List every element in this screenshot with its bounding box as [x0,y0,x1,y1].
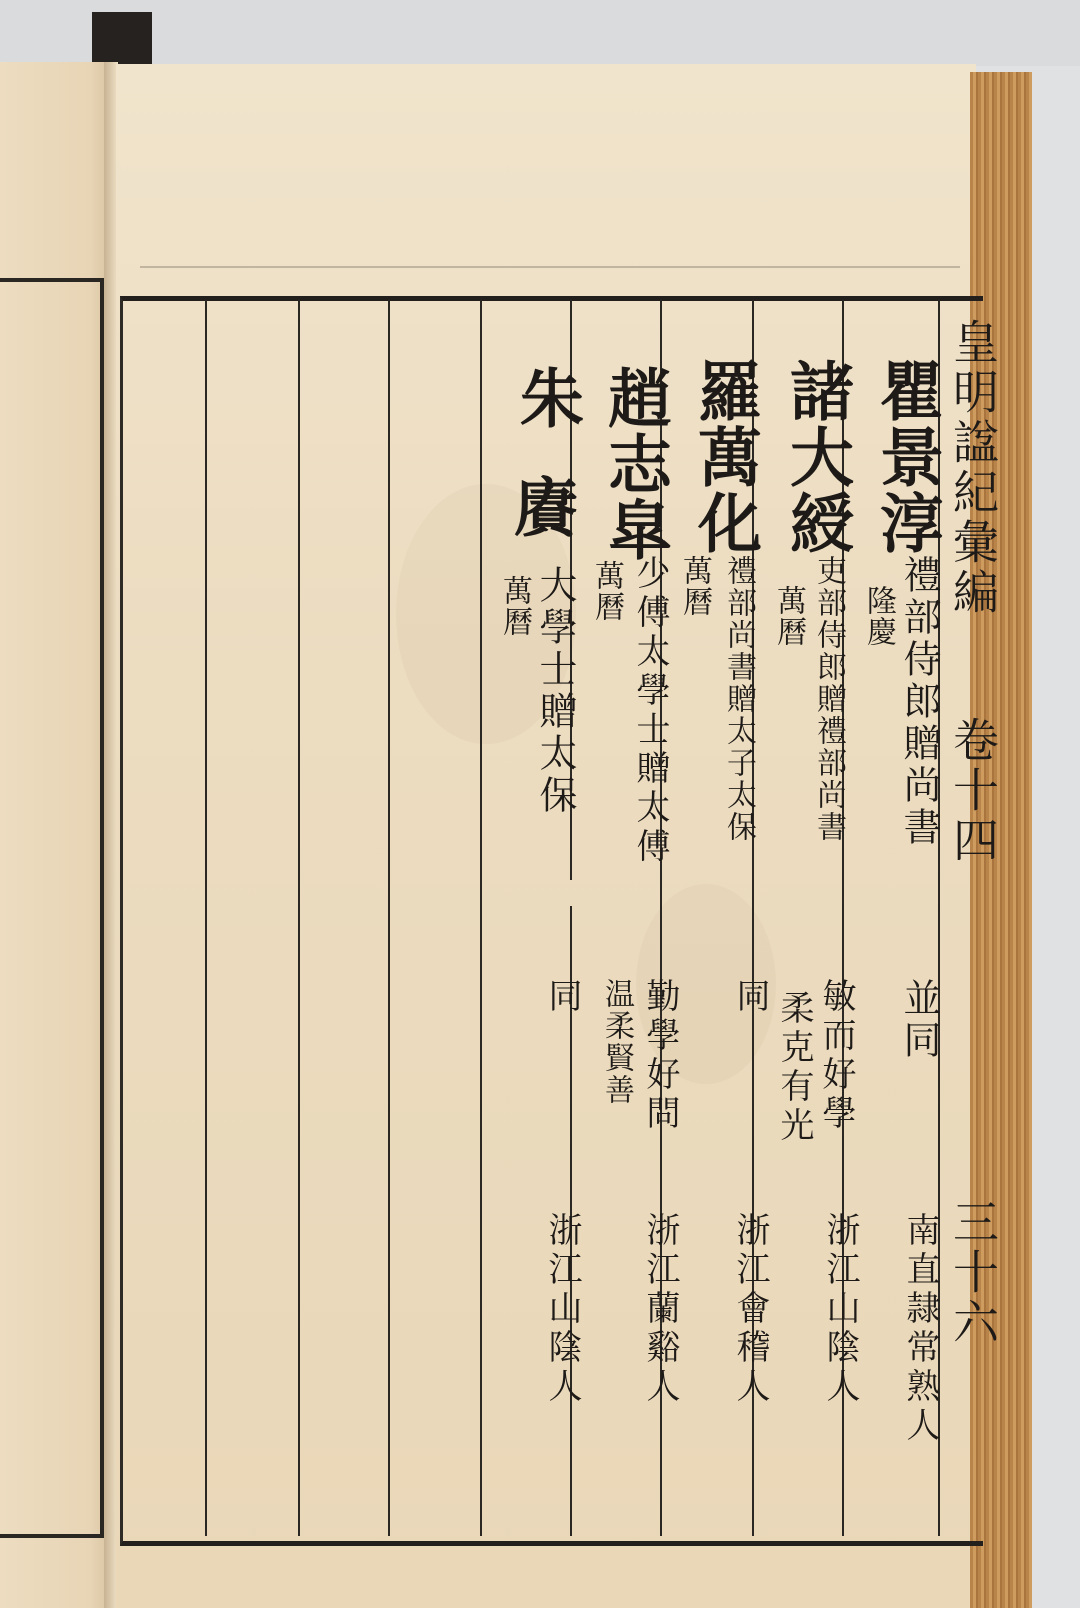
entry-era: 萬曆 [771,585,806,647]
entry-name: 趙志皐 [597,365,672,563]
faint-rule [140,266,960,268]
entry-office: 禮部尚書贈太子太保 [721,555,756,843]
entry-name: 賡 [503,474,578,540]
column-rule [298,300,300,1536]
entry-posthumous-title: 同 [542,978,582,1017]
background-top [0,0,1080,66]
book-title: 皇明諡紀彙編 [946,318,1000,618]
entry-origin: 浙江蘭谿人 [640,1212,680,1407]
left-page-frame [0,278,104,1538]
entry-origin: 浙江山陰人 [542,1212,582,1407]
entry-origin: 浙江會稽人 [730,1212,770,1407]
column-rule [480,300,482,1536]
entry-posthumous-title: 並同 [897,978,941,1062]
entry-office: 吏部侍郎贈禮部尚書 [811,555,846,843]
column-rule [388,300,390,1536]
entry-era: 萬曆 [589,560,624,622]
folio-number: 三十六 [946,1198,1000,1348]
entry-office: 禮部侍郎贈尚書 [897,555,941,849]
entry-posthumous-title: 敏而好學 [816,978,856,1134]
entry-posthumous-title: 勤學好問 [640,978,680,1134]
entry-name: 諸大綬 [779,358,854,556]
entry-era: 隆慶 [861,585,896,647]
volume-number: 卷十四 [946,716,1000,866]
entry-office: 少傅太學士贈太傅 [630,555,670,867]
entry-origin: 浙江山陰人 [820,1212,860,1407]
entry-era: 萬曆 [677,555,712,617]
entry-posthumous-title: 柔克有光 [774,990,814,1146]
entry-era: 萬曆 [497,575,532,637]
entry-name: 羅萬化 [687,358,762,556]
entry-origin: 南直隷常熟人 [900,1212,940,1446]
entry-name: 朱 [509,365,584,431]
entry-posthumous-title: 温柔賢善 [599,978,634,1106]
entry-name: 瞿景淳 [869,358,944,556]
entry-office: 大學士贈太保 [533,565,577,817]
entry-posthumous-title: 同 [730,978,770,1017]
column-rule [205,300,207,1536]
